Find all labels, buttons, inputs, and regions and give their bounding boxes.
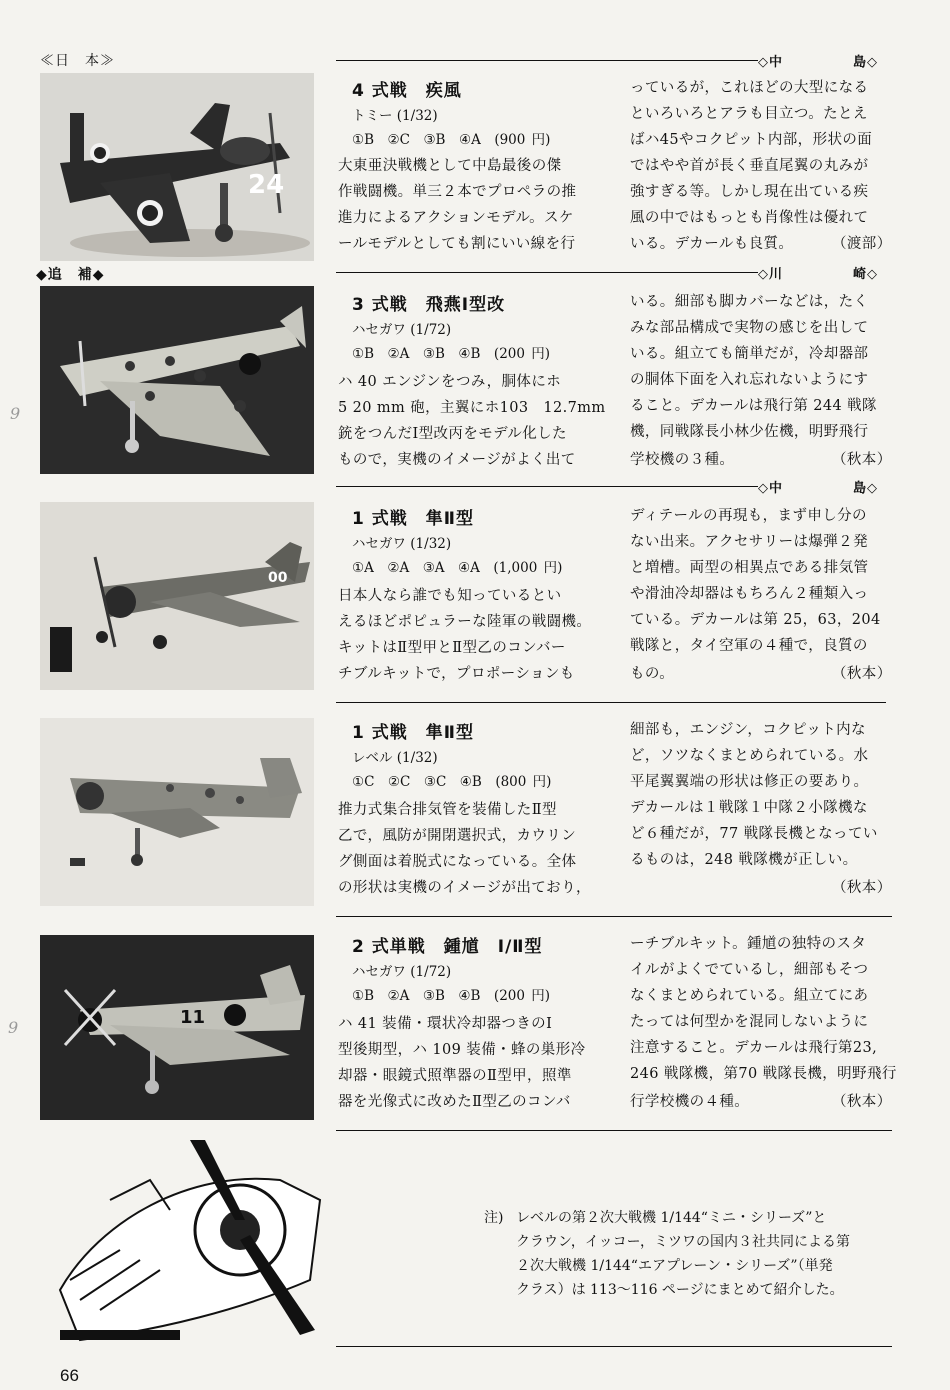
body-right-2-1: いる。細部も脚カバーなどは，たく: [630, 294, 869, 310]
body-right-4-5: ど６種だが，77 戦隊長機となってい: [630, 826, 878, 842]
hayabusa-tail-marking: 00: [268, 570, 288, 586]
body-right-4-1: 細部も，エンジン，コクピット内な: [630, 722, 866, 738]
rule-section-5-bottom: [336, 1130, 892, 1131]
body-right-5-2: イルがよくでているし，細部もそつ: [630, 962, 869, 978]
kit-title-section-3: 1 式戦 隼Ⅱ型: [352, 509, 474, 529]
author-section-3: （秋本）: [832, 666, 892, 682]
body-left-4-3: グ側面は着脱式になっている。全体: [338, 854, 577, 870]
rule-section-4-top: [336, 702, 886, 703]
kit-title-section-2: 3 式戦 飛燕Ⅰ型改: [352, 295, 506, 315]
kit-title-section-4: 1 式戦 隼Ⅱ型: [352, 723, 474, 743]
section-header-supplement: ◆追 補◆: [36, 267, 105, 283]
body-right-4-2: ど，ソツなくまとめられている。水: [630, 748, 869, 764]
body-right-2-6: 機，同戦隊長小林少佐機，明野飛行: [630, 424, 869, 440]
photo-hayabusa-hasegawa: [40, 502, 314, 690]
body-left-3-4: チブルキットで，プロポーションも: [338, 666, 575, 682]
kit-title-section-5: 2 式単戦 鍾馗 Ⅰ/Ⅱ型: [352, 937, 543, 957]
body-right-2-5: ること。デカールは飛行第 244 戦隊: [630, 398, 877, 414]
body-left-2-3: 銃をつんだⅠ型改丙をモデル化した: [338, 426, 567, 442]
body-left-4-2: 乙で，風防が開閉選択式，カウリン: [338, 828, 577, 844]
kit-maker-section-5: ハセガワ (1/72): [352, 964, 452, 980]
body-right-1-7: いる。デカールも良質。: [630, 236, 794, 252]
body-right-5-4: たっては何型かを混同しないように: [630, 1014, 869, 1030]
body-left-2-2: 5 20 mm 砲，主翼にホ103 12.7mm: [338, 400, 606, 416]
photo-hien-model: [40, 286, 314, 474]
kit-grades-section-4: ①C ②C ③C ④B (800 円): [352, 774, 552, 790]
body-right-3-7: もの。: [630, 666, 675, 682]
body-left-1-1: 大東亜決戦機として中島最後の傑: [338, 158, 562, 174]
body-right-2-4: の胴体下面を入れ忘れないようにす: [630, 372, 869, 388]
note-line-4: クラス）は 113〜116 ページにまとめて紹介した。: [516, 1282, 844, 1298]
body-right-2-2: みな部品構成で実物の感じを出して: [630, 320, 869, 336]
body-right-3-4: や滑油冷却器はもちろん２種類入っ: [630, 586, 869, 602]
body-left-5-1: ハ 41 装備・環状冷却器つきのⅠ: [338, 1016, 553, 1032]
rule-section-5-top: [336, 916, 892, 917]
body-left-2-4: もので，実機のイメージがよく出て: [338, 452, 576, 468]
illustration-sketch: [40, 1140, 330, 1360]
section-header-japan: ≪日 本≫: [40, 53, 115, 69]
kit-grades-section-5: ①B ②A ③B ④B (200 円): [352, 988, 551, 1004]
body-right-2-3: いる。組立ても簡単だが，冷却器部: [630, 346, 869, 362]
body-left-1-3: 進力によるアクションモデル。スケ: [338, 210, 574, 226]
photo-hayate-model: [40, 73, 314, 261]
body-left-5-2: 型後期型，ハ 109 装備・蜂の巣形冷: [338, 1042, 586, 1058]
margin-pencil-mark-1: 9: [10, 404, 21, 423]
body-right-1-5: 強すぎる等。しかし現在出ている疾: [630, 184, 869, 200]
body-left-4-1: 推力式集合排気管を装備したⅡ型: [338, 802, 557, 818]
body-right-4-4: デカールは１戦隊１中隊２小隊機な: [630, 800, 868, 816]
rule-section-2-top: [336, 272, 758, 273]
kit-maker-section-4: レベル (1/32): [352, 750, 438, 766]
author-section-2: （秋本）: [832, 452, 892, 468]
body-right-3-5: ている。デカールは第 25，63，204: [630, 612, 881, 628]
hayate-airplane-image: [40, 73, 314, 261]
body-left-2-1: ハ 40 エンジンをつみ，胴体にホ: [338, 374, 562, 390]
note-label: 注): [484, 1210, 504, 1226]
body-right-1-1: っているが，これほどの大型になる: [630, 80, 869, 96]
kit-maker-section-3: ハセガワ (1/32): [352, 536, 452, 552]
airplane-sketch-image: [40, 1140, 330, 1360]
note-line-2: クラウン，イッコー，ミツワの国内３社共同による第: [516, 1234, 851, 1250]
margin-pencil-mark-2: 9: [8, 1018, 19, 1037]
maker-tag-section-2: ◇川 崎◇: [758, 267, 878, 282]
page-number: 66: [60, 1366, 79, 1385]
body-right-3-1: ディテールの再現も，まず申し分の: [630, 508, 867, 524]
body-right-5-5: 注意すること。デカールは飛行第23,: [630, 1040, 878, 1056]
body-left-1-2: 作戦闘機。単三２本でプロペラの推: [338, 184, 577, 200]
photo-shoki-model: [40, 935, 314, 1120]
hien-airplane-image: [40, 286, 314, 474]
body-right-4-6: るものは，248 戦隊機が正しい。: [630, 852, 858, 868]
kit-maker-section-2: ハセガワ (1/72): [352, 322, 452, 338]
body-right-5-7: 行学校機の４種。: [630, 1094, 750, 1110]
body-right-3-2: ない出来。アクセサリーは爆弾２発: [630, 534, 868, 550]
kit-title-section-1: 4 式戦 疾風: [352, 81, 462, 101]
photo-hayabusa-revell: [40, 718, 314, 906]
body-right-3-6: 戦隊と，タイ空軍の４種で，良質の: [630, 638, 868, 654]
body-right-1-4: ではやや首が長く垂直尾翼の丸みが: [630, 158, 869, 174]
rule-section-1-top: [336, 60, 758, 61]
body-left-3-1: 日本人なら誰でも知っているとい: [338, 588, 562, 604]
body-right-1-3: ばハ45やコクピット内部，形状の面: [630, 132, 873, 148]
kit-grades-section-3: ①A ②A ③A ④A (1,000 円): [352, 560, 563, 576]
body-right-5-3: なくまとめられている。組立てにあ: [630, 988, 869, 1004]
body-left-1-4: ールモデルとしても割にいい線を行: [338, 236, 576, 252]
body-left-4-4: の形状は実機のイメージが出ており，: [338, 880, 591, 896]
maker-tag-section-3: ◇中 島◇: [758, 481, 878, 496]
shoki-fuselage-marking: 11: [180, 1007, 206, 1028]
kit-grades-section-1: ①B ②C ③B ④A (900 円): [352, 132, 551, 148]
kit-maker-section-1: トミー (1/32): [352, 108, 438, 124]
note-line-3: ２次大戦機 1/144“エアプレーン・シリーズ”（単発: [516, 1258, 833, 1274]
body-right-5-1: ーチブルキット。鍾馗の独特のスタ: [630, 936, 867, 952]
body-left-3-3: キットはⅡ型甲とⅡ型乙のコンバー: [338, 640, 566, 656]
body-right-3-3: と増槽。両型の相異点である排気管: [630, 560, 869, 576]
body-right-2-7: 学校機の３種。: [630, 452, 735, 468]
shoki-airplane-image: [40, 935, 314, 1120]
hayabusa-revell-image: [40, 718, 314, 906]
rule-page-bottom: [336, 1346, 892, 1347]
maker-tag-section-1: ◇中 島◇: [758, 55, 878, 70]
body-right-1-2: といろいろとアラも目立つ。たとえ: [630, 106, 868, 122]
body-right-1-6: 風の中ではもっとも肖像性は優れて: [630, 210, 869, 226]
author-section-5: （秋本）: [832, 1094, 892, 1110]
hayate-tail-marking: 24: [248, 170, 285, 200]
body-left-5-3: 却器・眼鏡式照準器のⅡ型甲，照準: [338, 1068, 572, 1084]
body-right-5-6: 246 戦隊機，第70 戦隊長機，明野飛行: [630, 1066, 897, 1082]
kit-grades-section-2: ①B ②A ③B ④B (200 円): [352, 346, 551, 362]
body-left-5-4: 器を光像式に改めたⅡ型乙のコンバ: [338, 1094, 571, 1110]
author-section-4: （秋本）: [832, 880, 892, 896]
rule-section-3-top: [336, 486, 758, 487]
author-section-1: （渡部）: [832, 236, 892, 252]
hayabusa-hasegawa-image: [40, 502, 314, 690]
note-line-1: レベルの第２次大戦機 1/144“ミニ・シリーズ”と: [516, 1210, 827, 1226]
body-left-3-2: えるほどポピュラーな陸軍の戦闘機。: [338, 614, 592, 630]
body-right-4-3: 平尾翼翼端の形状は修正の要あり。: [630, 774, 869, 790]
